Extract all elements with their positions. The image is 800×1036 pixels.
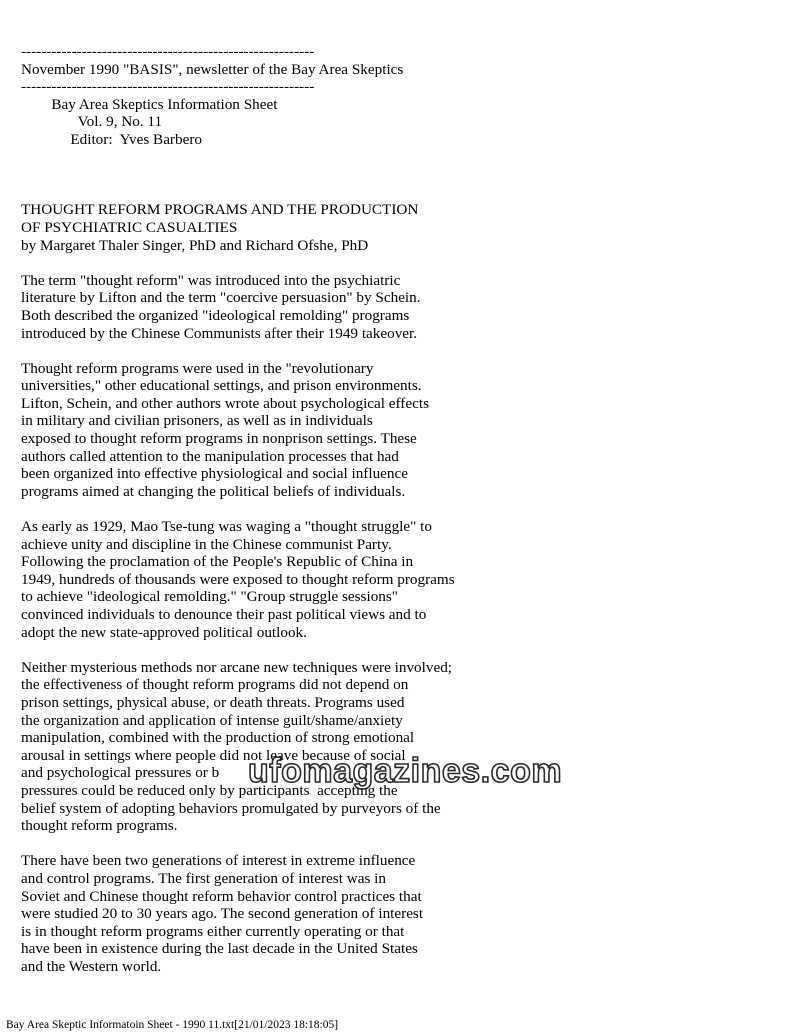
text-line: exposed to thought reform programs in nonprison settings. These [21, 430, 417, 448]
text-line: Neither mysterious methods nor arcane new techniques were involved; [21, 658, 453, 676]
newsletter-source: November 1990 "BASIS", newsletter of the Bay Area Skeptics [21, 60, 404, 78]
text-line: universities," other educational settings, and prison environments. [21, 377, 422, 395]
paragraph [21, 852, 781, 975]
paragraph [21, 360, 781, 501]
text-line: adopt the new state-approved political outlook. [21, 623, 307, 641]
volume-number: Vol. 9, No. 11 [21, 113, 163, 131]
document-body [21, 43, 781, 975]
text-line: arousal in settings where people did not leave because of social [21, 746, 406, 764]
article-title: OF PSYCHIATRIC CASUALTIES [21, 218, 238, 236]
paragraph [21, 518, 781, 641]
text-line: manipulation, combined with the production of strong emotional [21, 729, 415, 747]
text-line: to achieve "ideological remolding." "Group struggle sessions" [21, 588, 398, 606]
separator-rule: ---------------------------------------------------------- [21, 78, 315, 96]
text-line: Following the proclamation of the People's Republic of China in [21, 553, 414, 571]
text-line: authors called attention to the manipulation processes that had [21, 447, 399, 465]
text-line: pressures could be reduced only by participants accepting the [21, 781, 398, 799]
text-line: achieve unity and discipline in the Chinese communist Party. [21, 535, 392, 553]
text-line: Thought reform programs were used in the "revolutionary [21, 359, 374, 377]
text-line: convinced individuals to denounce their past political views and to [21, 606, 427, 624]
text-line: 1949, hundreds of thousands were exposed to thought reform programs [21, 570, 455, 588]
text-line: There have been two generations of interest in extreme influence [21, 852, 416, 870]
text-line: is in thought reform programs either currently operating or that [21, 922, 405, 940]
text-line: introduced by the Chinese Communists after their 1949 takeover. [21, 324, 418, 342]
article-title: THOUGHT REFORM PROGRAMS AND THE PRODUCTION [21, 201, 419, 219]
text-line: The term "thought reform" was introduced into the psychiatric [21, 271, 401, 289]
text-line: and the Western world. [21, 957, 162, 975]
text-line: have been in existence during the last decade in the United States [21, 940, 418, 958]
paragraph [21, 659, 781, 835]
article-byline: by Margaret Thaler Singer, PhD and Richard Ofshe, PhD [21, 236, 369, 254]
text-line: and psychological pressures or b [21, 764, 334, 782]
text-line: and control programs. The first generation of interest was in [21, 869, 386, 887]
text-line: belief system of adopting behaviors promulgated by purveyors of the [21, 799, 441, 817]
text-line: the effectiveness of thought reform programs did not depend on [21, 676, 409, 694]
text-line: Soviet and Chinese thought reform behavior control practices that [21, 887, 422, 905]
text-line: As early as 1929, Mao Tse-tung was waging a "thought struggle" to [21, 518, 432, 536]
text-line: Lifton, Schein, and other authors wrote about psychological effects [21, 394, 429, 412]
text-line: Both described the organized "ideological remolding" programs [21, 306, 410, 324]
sheet-title: Bay Area Skeptics Information Sheet [21, 95, 278, 113]
separator-rule: ---------------------------------------------------------- [21, 43, 315, 60]
site-watermark: ufomagazines.com [248, 752, 563, 790]
page-footer: Bay Area Skeptic Informatoin Sheet - 1990 11.txt[21/01/2023 18:18:05] [6, 1019, 339, 1031]
text-line: literature by Lifton and the term "coercive persuasion" by Schein. [21, 289, 421, 307]
text-line: were studied 20 to 30 years ago. The second generation of interest [21, 905, 424, 923]
text-line: in military and civilian prisoners, as well as in individuals [21, 412, 373, 430]
text-line: prison settings, physical abuse, or death threats. Programs used [21, 693, 405, 711]
text-line: been organized into effective physiological and social influence [21, 465, 408, 483]
editor-line: Editor: Yves Barbero [21, 130, 202, 148]
text-line: the organization and application of intense guilt/shame/anxiety [21, 711, 403, 729]
text-line: thought reform programs. [21, 817, 178, 835]
paragraph [21, 272, 781, 342]
text-line: programs aimed at changing the political beliefs of individuals. [21, 482, 406, 500]
